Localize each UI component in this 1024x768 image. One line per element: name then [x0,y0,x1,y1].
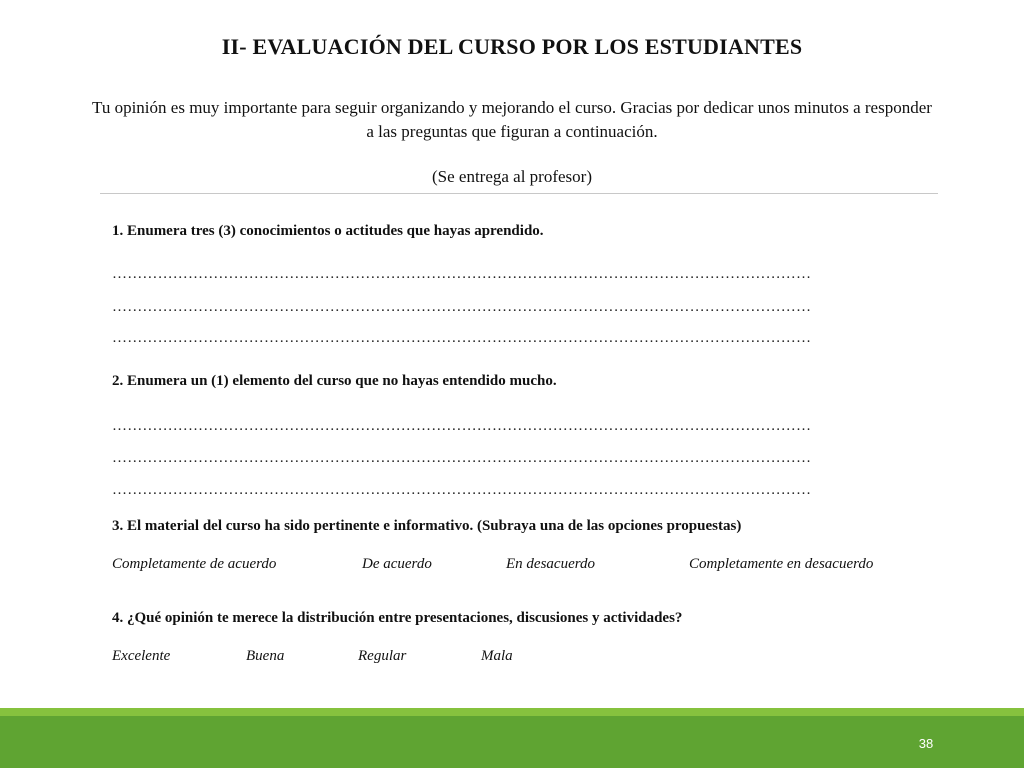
q4-option-1[interactable]: Excelente [112,648,171,664]
question-3: 3. El material del curso ha sido pertinente e informativo. (Subraya una de las opciones propuestas) [112,518,742,534]
q3-option-2[interactable]: De acuerdo [362,556,432,572]
q4-option-3[interactable]: Regular [358,648,407,664]
intro-text: Tu opinión es muy importante para seguir organizando y mejorando el curso. Gracias por dedicar unos minutos a responder a las preguntas que figuran a continuación. [92,98,932,141]
answer-line-2-1: ………………………………………………………………………………………………………………………… [112,418,812,434]
question-4: 4. ¿Qué opinión te merece la distribución entre presentaciones, discusiones y actividades? [112,610,683,626]
page-number: 38 [918,736,934,751]
q4-option-4[interactable]: Mala [481,648,513,664]
footer-accent-bar [0,708,1024,716]
answer-line-1-2: ………………………………………………………………………………………………………………………… [112,299,812,315]
answer-line-1-3: ………………………………………………………………………………………………………………………… [112,330,812,346]
page-title: II- EVALUACIÓN DEL CURSO POR LOS ESTUDIANTES [221,34,803,59]
q3-option-1[interactable]: Completamente de acuerdo [112,556,277,572]
question-2: 2. Enumera un (1) elemento del curso que no hayas entendido mucho. [112,373,557,389]
answer-line-1-1: ………………………………………………………………………………………………………………………… [112,266,812,282]
delivery-note: (Se entrega al profesor) [431,167,592,186]
q3-option-3[interactable]: En desacuerdo [506,556,596,572]
q4-option-2[interactable]: Buena [246,648,285,664]
divider [100,193,938,194]
footer-bar [0,716,1024,768]
answer-line-2-2: ………………………………………………………………………………………………………………………… [112,450,812,466]
q3-option-4[interactable]: Completamente en desacuerdo [689,556,874,572]
answer-line-2-3: ………………………………………………………………………………………………………………………… [112,482,812,498]
question-1: 1. Enumera tres (3) conocimientos o actitudes que hayas aprendido. [112,223,544,239]
